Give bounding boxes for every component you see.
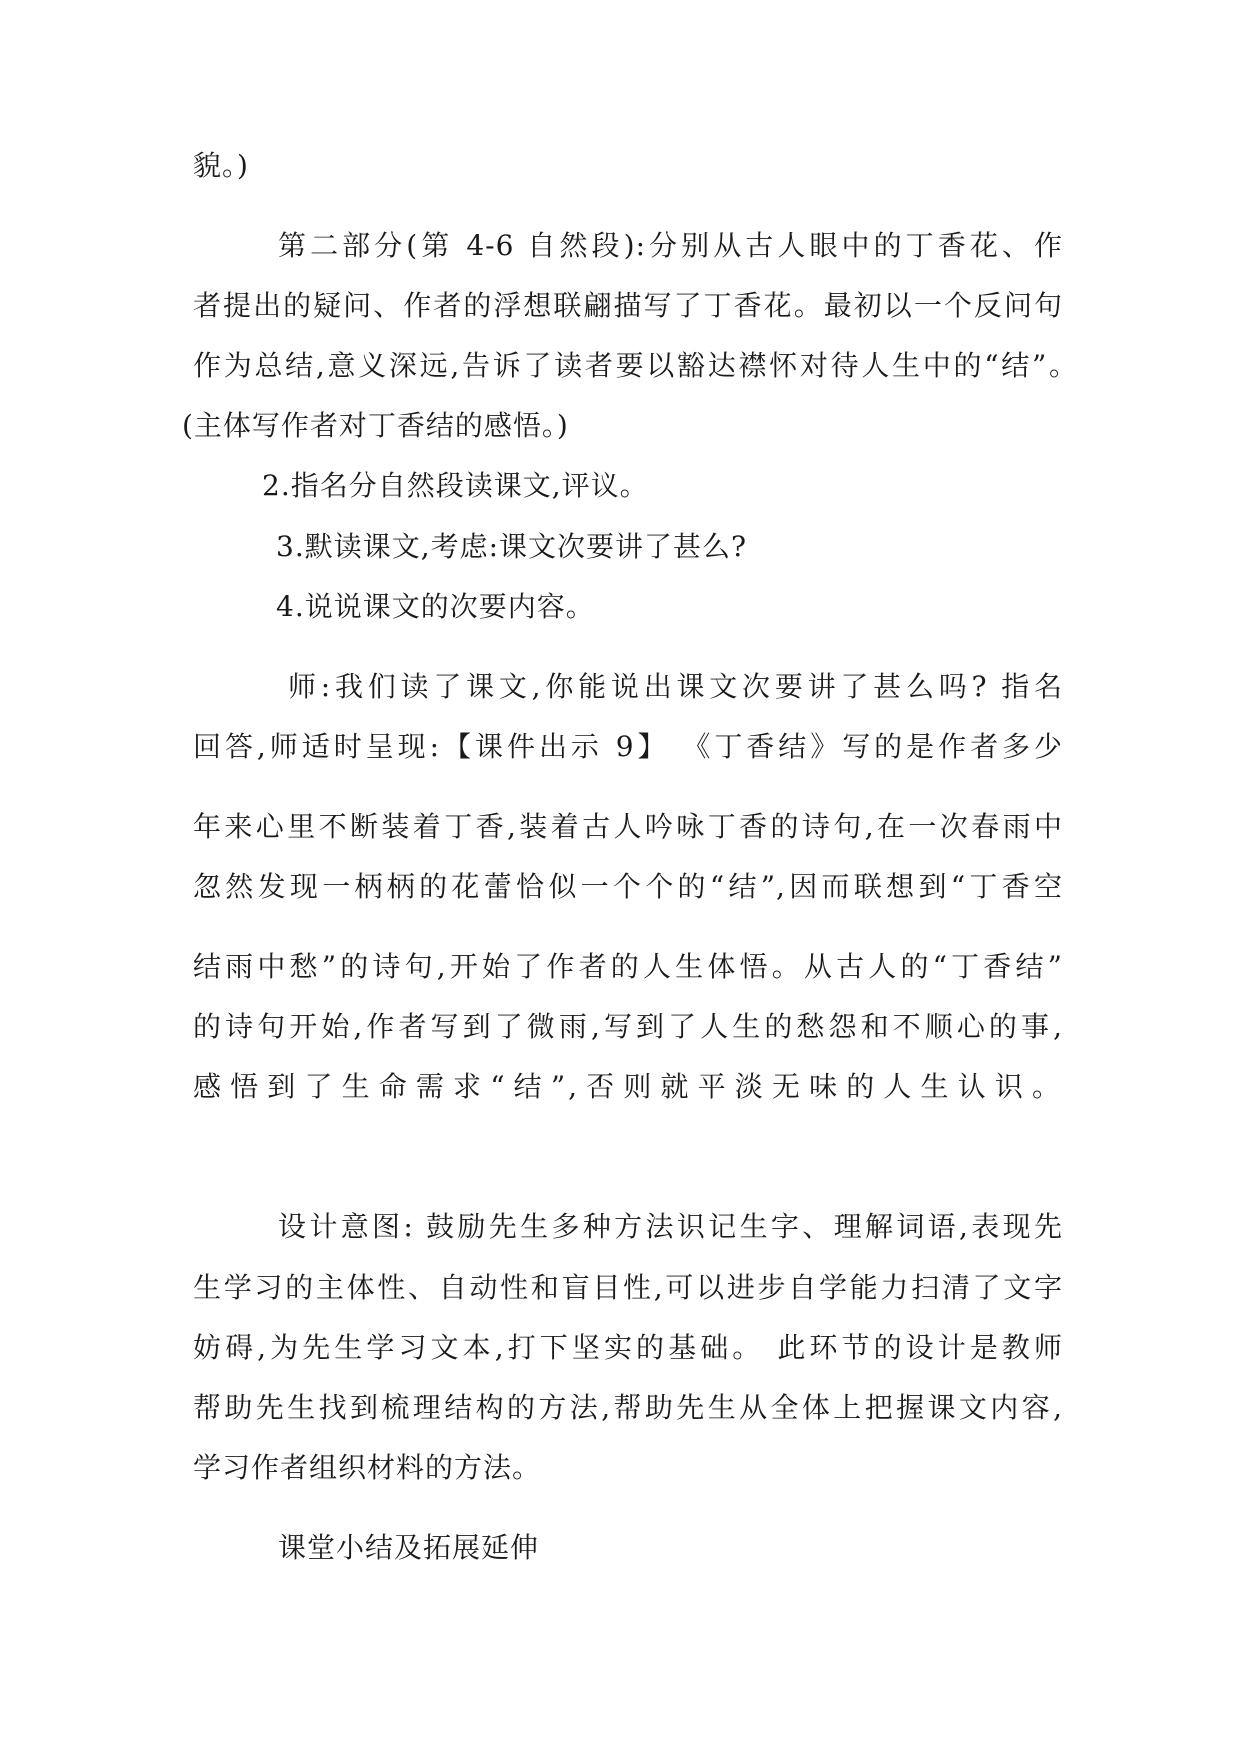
text-line: 妨碍,为先生学习文本,打下坚实的基础。 此环节的设计是教师 [193, 1331, 1063, 1364]
text-line: 4.说说课文的次要内容。 [276, 590, 595, 623]
text-line: 回答,师适时呈现:【课件出示 9】 《丁香结》写的是作者多少 [193, 730, 1063, 763]
text-line: 设计意图: 鼓励先生多种方法识记生字、理解词语,表现先 [278, 1210, 1063, 1243]
text-line: 第二部分(第 4-6 自然段):分别从古人眼中的丁香花、作 [278, 229, 1063, 262]
section-heading: 课堂小结及拓展延伸 [278, 1531, 540, 1564]
text-line: 的诗句开始,作者写到了微雨,写到了人生的愁怨和不顺心的事, [193, 1010, 1063, 1043]
text-line: 作为总结,意义深远,告诉了读者要以豁达襟怀对待人生中的“结”。 [193, 349, 1078, 382]
text-line: 学习作者组织材料的方法。 [193, 1451, 542, 1484]
text-line: 感悟到了生命需求“结”,否则就平淡无味的人生认识。 [193, 1070, 1063, 1103]
text-line: 结雨中愁”的诗句,开始了作者的人生体悟。从古人的“丁香结” [193, 950, 1063, 983]
text-line: 者提出的疑问、作者的浮想联翩描写了丁香花。最初以一个反问句 [193, 289, 1063, 322]
text-line: 忽然发现一柄柄的花蕾恰似一个个的“结”,因而联想到“丁香空 [193, 870, 1063, 903]
text-line: 2.指名分自然段读课文,评议。 [262, 469, 649, 502]
text-line: 貌。) [193, 149, 249, 182]
text-line: 年来心里不断装着丁香,装着古人吟咏丁香的诗句,在一次春雨中 [193, 810, 1063, 843]
text-line: 师:我们读了课文,你能说出课文次要讲了甚么吗? 指名 [288, 670, 1063, 703]
text-line: 帮助先生找到梳理结构的方法,帮助先生从全体上把握课文内容, [193, 1391, 1063, 1424]
text-line: 生学习的主体性、自动性和盲目性,可以进步自学能力扫清了文字 [193, 1271, 1063, 1304]
text-line: (主体写作者对丁香结的感悟。) [182, 409, 569, 442]
text-line: 3.默读课文,考虑:课文次要讲了甚么? [276, 530, 748, 563]
